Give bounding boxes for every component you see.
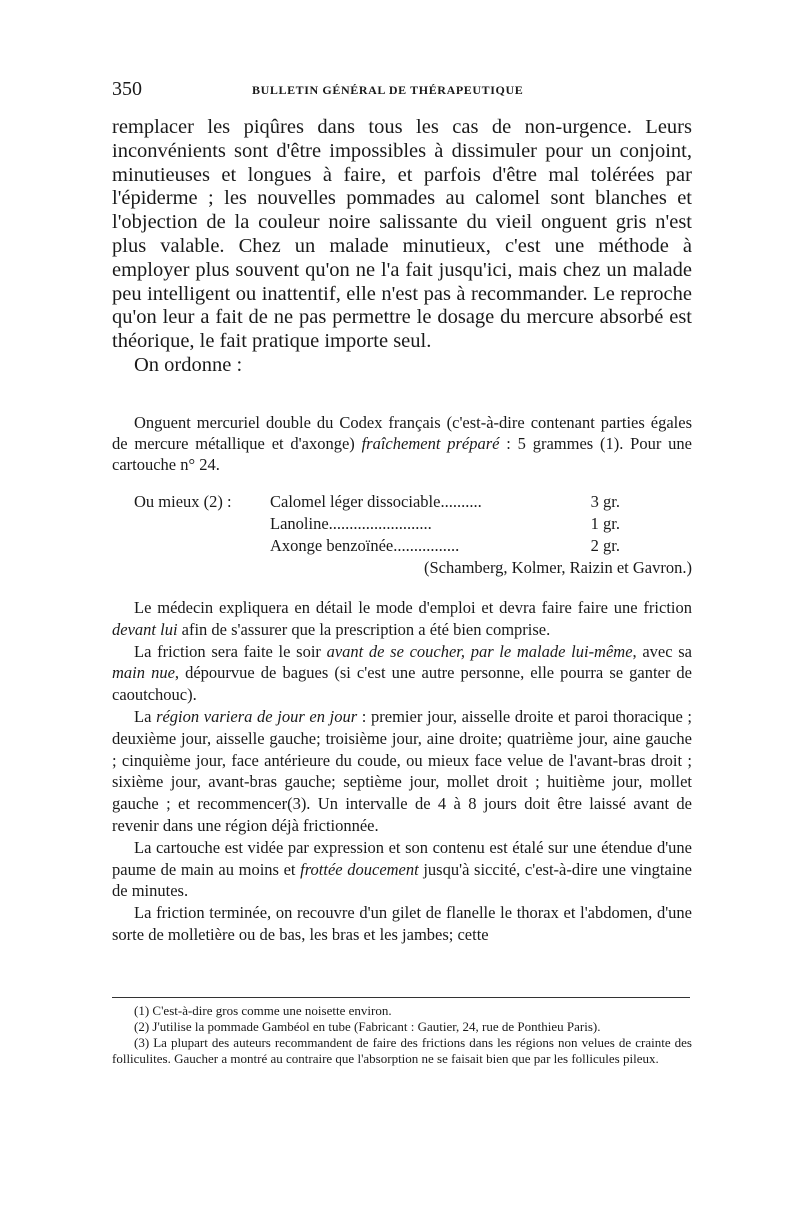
paragraph [112, 837, 692, 902]
recipe-authors: (Schamberg, Kolmer, Raizin et Gavron.) [424, 558, 692, 577]
leader-dots: ................ [393, 536, 460, 555]
text-run: , avec sa [632, 641, 692, 661]
leader-dots: ......................... [328, 514, 432, 533]
formula-italic: fraîchement préparé [361, 434, 500, 453]
ingredient [270, 514, 570, 534]
footnote: (1) C'est-à-dire gros comme une noisette environ. [134, 1003, 392, 1018]
leader-dots: .......... [440, 492, 482, 511]
ingredient-name: Axonge benzoïnée [270, 536, 394, 555]
text-run: afin de s'assurer que la prescription a été bien comprise. [177, 619, 551, 639]
instructions-text [112, 597, 692, 946]
recipe-lead: Ou mieux (2) : [134, 492, 232, 511]
main-text [112, 116, 692, 378]
paragraph [112, 706, 692, 837]
footnote-rule [112, 997, 690, 998]
quantity: 3 gr. [590, 492, 620, 511]
recipe-row [270, 536, 620, 558]
ingredient-name: Lanoline [270, 514, 329, 533]
italic-run: région variera de jour en jour [156, 706, 358, 726]
formula-tail: : 5 grammes (1). Pour une cartouche n° 24. [112, 434, 692, 474]
recipe-row [270, 514, 620, 536]
page-header [112, 78, 692, 102]
ingredient [270, 492, 570, 512]
formula-onguent [112, 412, 692, 475]
recipe-row [270, 492, 620, 514]
text-run: La friction sera faite le soir [134, 641, 327, 661]
italic-run: devant lui [112, 619, 178, 639]
formula-text: Onguent mercuriel double du Codex français (c'est-à-dire contenant parties égales de mercure métallique et d'axonge) [112, 413, 692, 453]
quantity: 2 gr. [590, 536, 620, 555]
footnote: (3) La plupart des auteurs recommandent de faire des frictions dans les régions non velues de crainte des folliculites. Gaucher a montré au contraire que l'absorption ne se faisait bien que par les follicules pileux. [112, 1035, 692, 1066]
italic-run: avant de se coucher, par le malade lui-même [326, 641, 633, 661]
paragraph [112, 641, 692, 706]
text-run: : premier jour, aisselle droite et paroi thoracique ; deuxième jour, aisselle gauche; troisième jour, aine droite; quatrième jour, aine gauche ; cinquième jour, face antérieure du coude, ou mieux face velue de l'avant-bras droit ; sixième jour, avant-bras gauche; septième jour, mollet droit ; huitième jour, mollet gauche ; et recommencer(3). Un intervalle de 4 à 8 jours doit être laissé avant de revenir dans une région déjà frictionnée. [112, 706, 693, 835]
footnote: (2) J'utilise la pommade Gambéol en tube (Fabricant : Gautier, 24, rue de Ponthieu Paris). [134, 1019, 601, 1034]
footnotes [112, 1003, 692, 1067]
italic-run: main nue [112, 663, 175, 683]
text-run: Le médecin expliquera en détail le mode d'emploi et devra faire faire une friction [134, 598, 692, 617]
text-run: La [134, 706, 157, 726]
text-run: , dépourvue de bagues (si c'est une autre personne, elle pourra se ganter de caoutchouc). [112, 663, 692, 705]
ingredient-name: Calomel léger dissociable [270, 492, 441, 511]
text-run: La friction terminée, on recouvre d'un gilet de flanelle le thorax et l'abdomen, d'une sorte de molletière ou de bas, les bras et les jambes; cette [112, 903, 692, 944]
paragraph: remplacer les piqûres dans tous les cas de non-urgence. Leurs inconvénients sont d'être impossibles à dissimuler pour un conjoint, minutieuses et longues à faire, et parfois d'être mal tolérées par l'épiderme ; les nouvelles pommades au calomel sont blanches et l'objection de la couleur noire salissante du vieil onguent gris n'est plus valable. Chez un malade minutieux, c'est une méthode à employer plus souvent qu'on ne l'a fait jusqu'ici, mais chez un malade peu intelligent ou inattentif, elle n'est pas à recommander. Le reproche qu'on leur a fait de ne pas permettre le dosage du mercure absorbé est théorique, le fait pratique importe seul. [112, 116, 692, 353]
paragraph [112, 902, 692, 946]
ingredient [270, 536, 570, 556]
text-run: La cartouche est vidée par expression et son contenu est étalé sur une étendue d'une paume de main au moins et [112, 837, 692, 879]
running-title: BULLETIN GÉNÉRAL DE THÉRAPEUTIQUE [252, 83, 524, 97]
paragraph [112, 597, 692, 641]
paragraph-on-ordonne: On ordonne : [134, 353, 243, 376]
text-run: jusqu'à siccité, c'est-à-dire une vingtaine de minutes. [112, 859, 692, 901]
page-number: 350 [112, 78, 142, 100]
italic-run: frottée doucement [300, 859, 419, 879]
quantity: 1 gr. [590, 514, 620, 533]
